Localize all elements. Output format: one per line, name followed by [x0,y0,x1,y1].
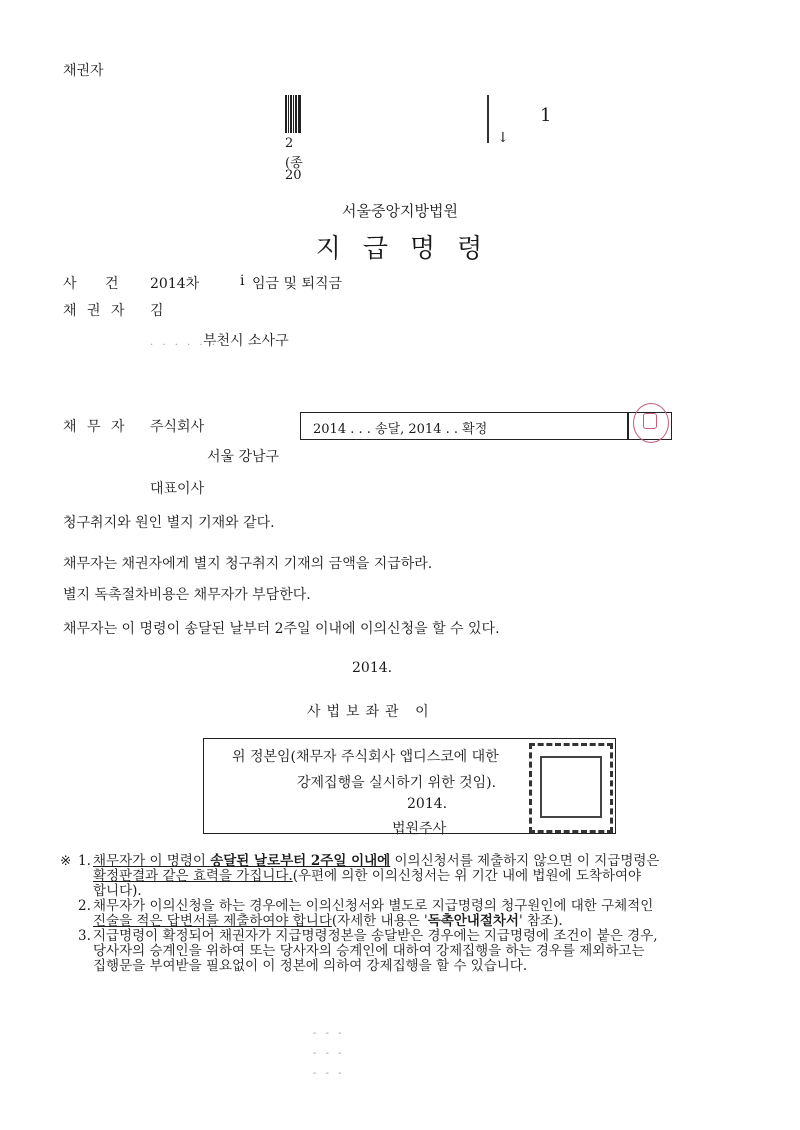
note-1-line-1: 채무자가 이 명령이 송달된 날로부터 2주일 이내에 이의신청서를 제출하지 않으면 이 지급명령은 [93,853,660,869]
judicial-officer: 사법보좌관 이 [307,704,435,720]
note-2-line-2: 진술을 적은 답변서를 제출하여야 합니다(자세한 내용은 '독촉안내절차서' 참조). [93,913,563,929]
document-number-line-1: 2 [285,136,294,151]
order-line-1: 채무자는 채권자에게 별지 청구취지 기재의 금액을 지급하라. [63,556,433,572]
redaction-area [301,95,489,139]
note-1-line-2: 확정판결과 같은 효력을 가집니다.(우편에 의한 이의신청서는 위 기간 내에 법원에 도착하여야 [93,868,642,884]
page-number: 1 [540,105,552,126]
note-3-number: 3. [78,928,91,944]
notes-marker: ※ [60,853,72,869]
header-divider [487,95,489,143]
certified-copy-date: 2014. [407,796,448,812]
case-number: 2014차 [150,276,200,292]
certified-copy-line-1: 위 정본임(채무자 주식회사 앱디스코에 대한 [232,749,499,765]
note-1-line-3: 합니다). [93,883,142,899]
court-clerk: 법원주사 [392,821,447,837]
debtor-name: 주식회사 [150,419,205,435]
case-name: 임금 및 퇴직금 [252,276,343,292]
case-label: 사 건 [63,276,131,292]
note-3-line-3: 집행문을 부여받을 필요없이 이 정본에 의하여 강제집행을 할 수 있습니다. [93,958,528,974]
case-mark: i [240,273,245,289]
footer-mark-1: - - - [313,1028,345,1039]
delivery-box-divider [627,413,629,439]
creditor-address-prefix: . . . . . . [150,337,218,348]
barcode [285,95,301,133]
certified-copy-line-2: 강제집행을 실시하기 위한 것임). [297,775,497,791]
confirmation-seal-icon [633,403,669,443]
court-name: 서울중앙지방법원 [342,202,458,220]
note-3-line-2: 당사자의 승계인을 위하여 또는 당사자의 승계인에 대하여 강제집행을 하는 경우를 제외하고는 [93,943,645,959]
claim-statement: 청구취지와 원인 별지 기재와 같다. [63,515,275,531]
note-2-number: 2. [78,898,91,914]
document-number-line-3: 20 [285,168,302,183]
delivery-confirmation-text: 2014 . . . 송달, 2014 . . 확정 [313,422,488,437]
document-number-block [285,95,490,143]
footer-mark-3: - - - [313,1068,345,1079]
arrow-down-icon: ↓ [497,130,509,146]
document-title: 지급명령 [315,234,505,264]
order-line-2: 별지 독촉절차비용은 채무자가 부담한다. [63,587,311,603]
court-seal-stamp-icon [529,743,613,833]
delivery-confirmation-box [300,412,672,440]
document-number-line-2: (종 [285,156,303,171]
note-1-number: 1. [78,853,91,869]
creditor-address: 부천시 소사구 [203,333,289,349]
creditor-name: 김 [150,303,164,319]
debtor-address: 서울 강남구 [207,449,280,465]
note-3-line-1: 지급명령이 확정되어 채권자가 지급명령정본을 송달받은 경우에는 지급명령에 조건이 붙은 경우, [93,928,658,944]
note-2-line-1: 채무자가 이의신청을 하는 경우에는 이의신청서와 별도로 지급명령의 청구원인에 대한 구체적인 [93,898,654,914]
debtor-label: 채 무 자 [63,419,128,435]
order-date: 2014. [352,660,393,676]
footer-mark-2: - - - [313,1048,345,1059]
debtor-representative: 대표이사 [150,481,205,497]
order-line-3: 채무자는 이 명령이 송달된 날부터 2주일 이내에 이의신청을 할 수 있다. [63,621,500,637]
creditor-corner-label: 채권자 [63,63,104,79]
creditor-label: 채 권 자 [63,303,128,319]
